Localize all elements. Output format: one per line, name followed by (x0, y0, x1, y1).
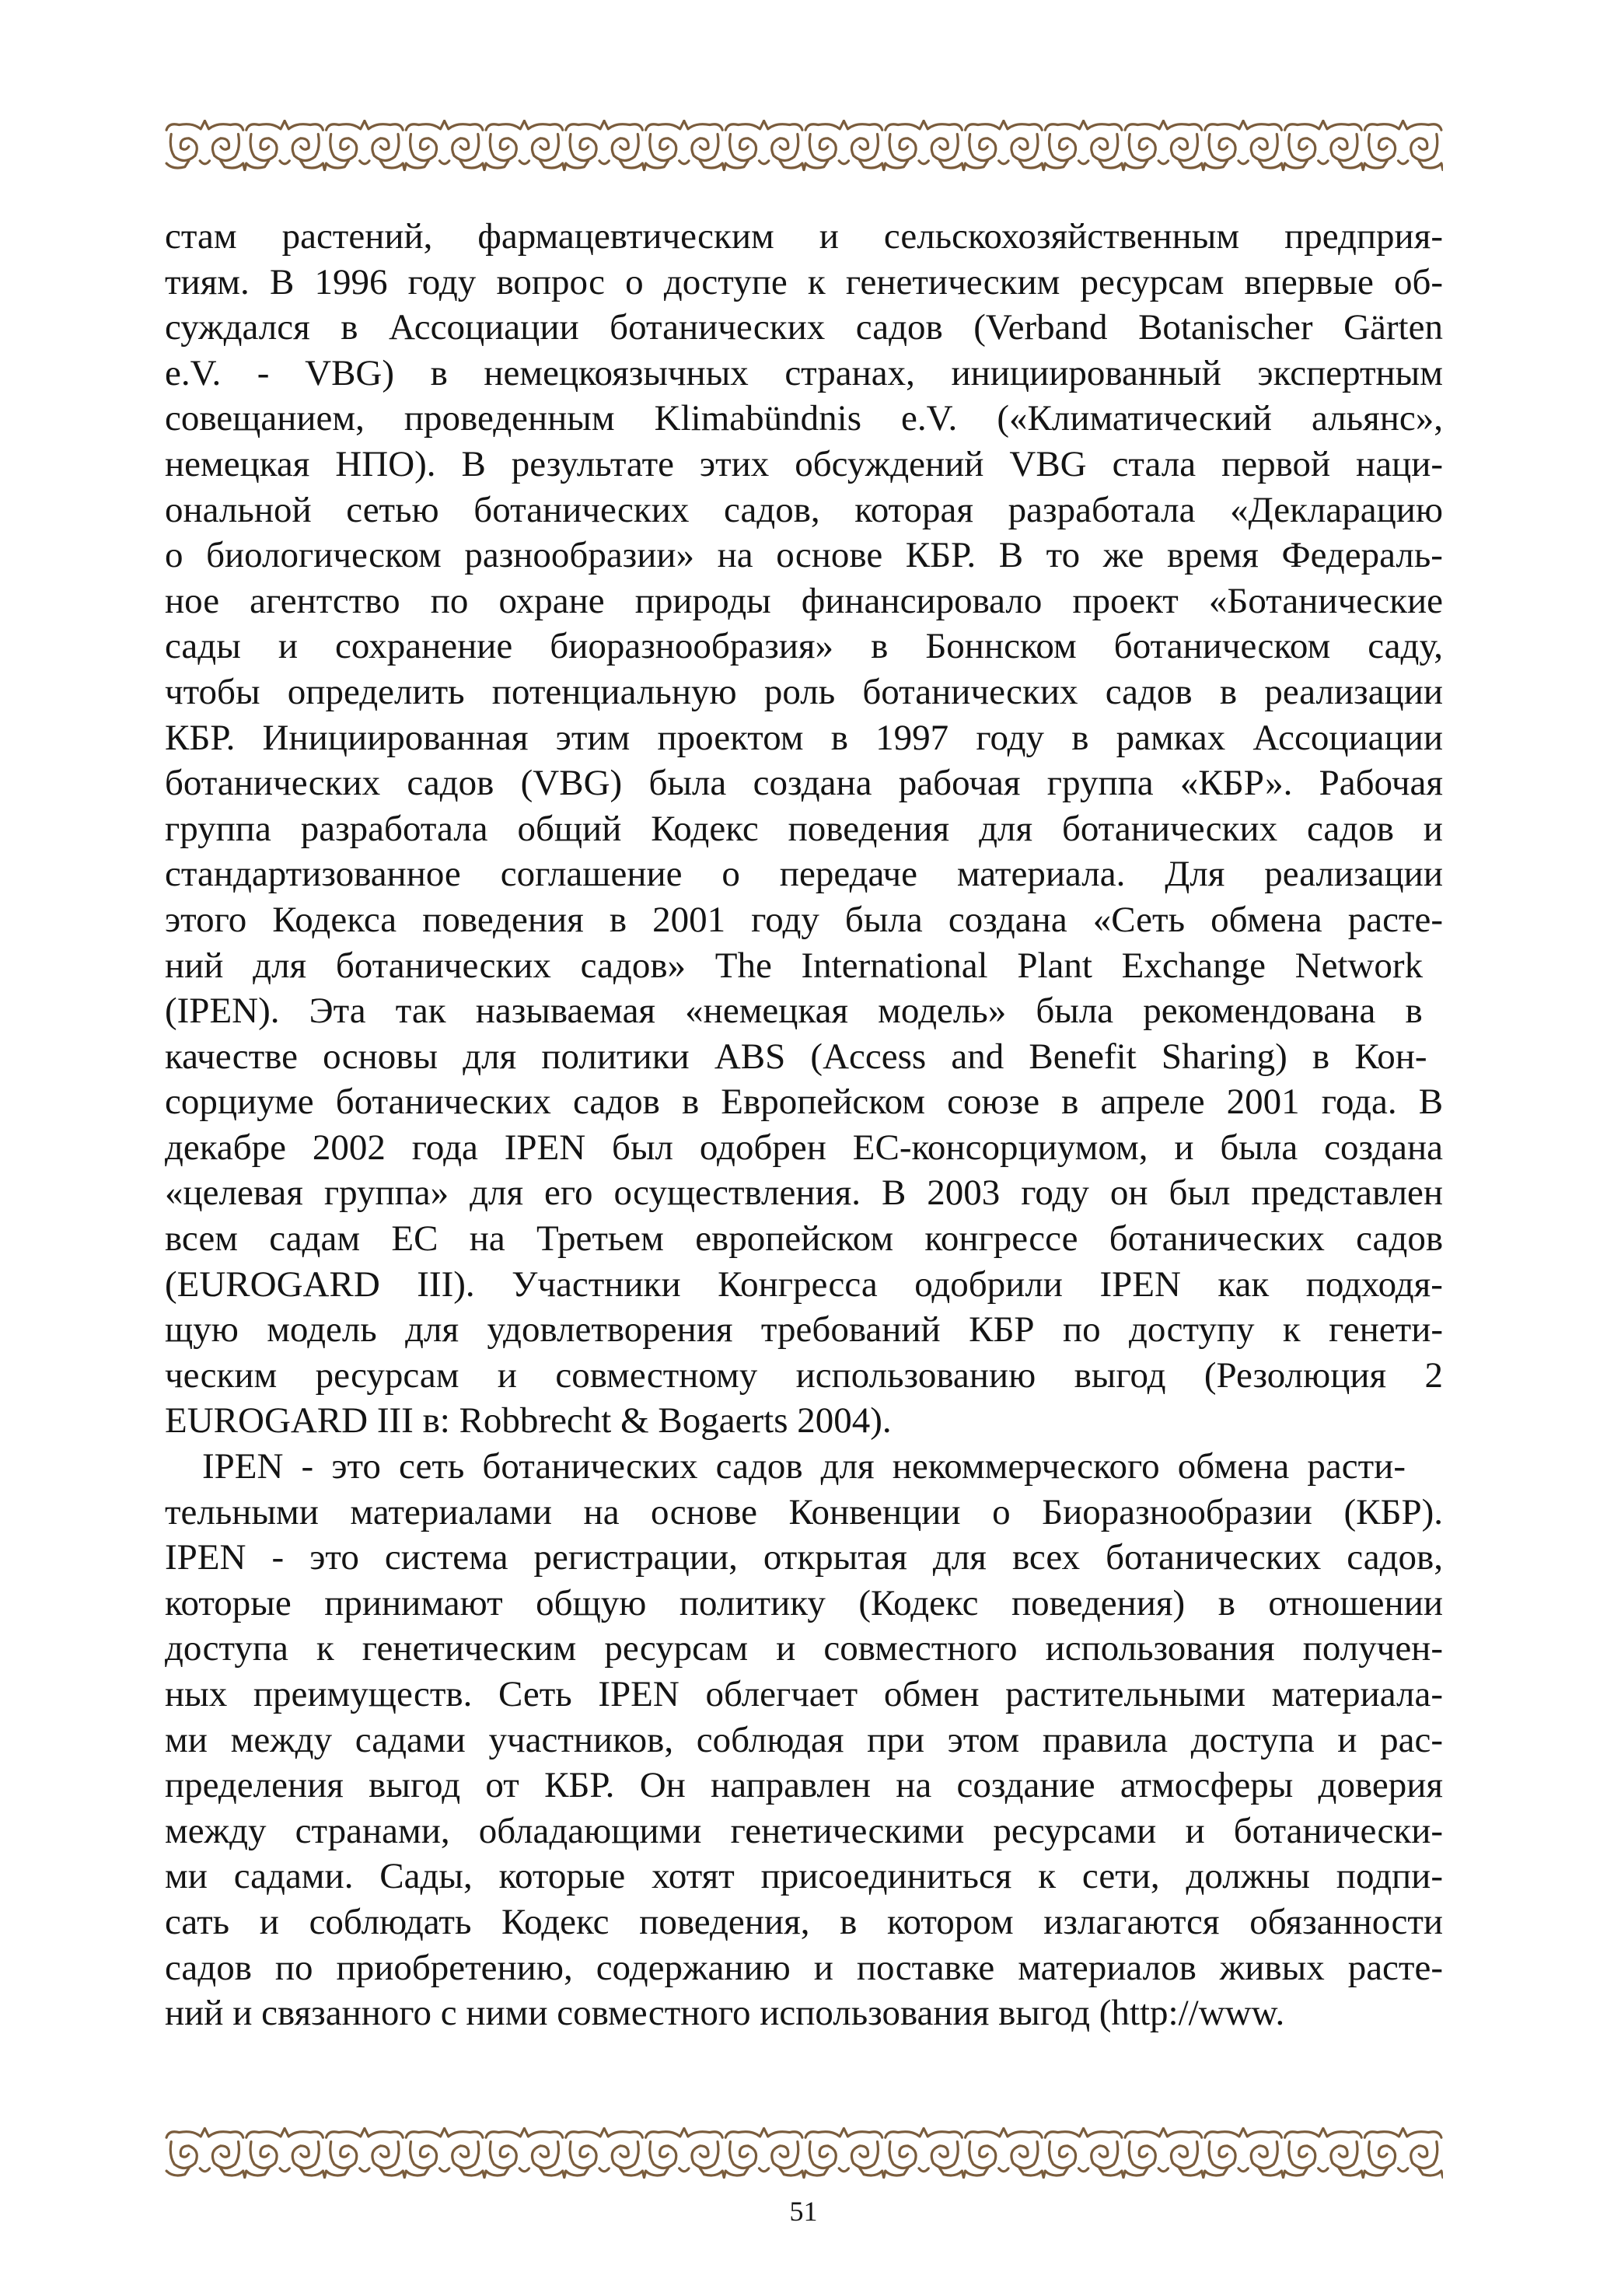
text-line-content: суждался в Ассоциации ботанических садов (Verband Botanischer Gärten (165, 307, 1443, 348)
page-number: 51 (789, 2196, 818, 2227)
text-line (165, 351, 1443, 397)
bottom-ornament-band (165, 2127, 1443, 2179)
paragraph (165, 1444, 1443, 2036)
text-line (165, 1034, 1443, 1080)
text-line (165, 396, 1443, 442)
text-line-content: сады и сохранение биоразнообразия» в Боннском ботаническом саду, (165, 626, 1443, 667)
text-line-content: доступа к генетическим ресурсам и совместного использования получен- (165, 1628, 1443, 1669)
text-line (165, 1854, 1443, 1899)
text-line (165, 1353, 1443, 1399)
text-line-content: IPEN - это система регистрации, открытая для всех ботанических садов, (165, 1537, 1443, 1578)
scroll-ornament-icon (165, 2127, 1443, 2179)
text-line (165, 1990, 1443, 2036)
text-line (165, 305, 1443, 351)
text-line-content: садов по приобретению, содержанию и поставке материалов живых расте- (165, 1947, 1443, 1988)
text-line-content: этого Кодекса поведения в 2001 году была создана «Сеть обмена расте- (165, 899, 1444, 940)
text-line-content: (IPEN). Эта так называемая «немецкая модель» была рекомендована в (165, 991, 1423, 1032)
text-line-content: сорциуме ботанических садов в Европейском союзе в апреле 2001 года. В (165, 1082, 1444, 1123)
text-line (165, 1535, 1443, 1581)
paragraph (165, 214, 1443, 1444)
text-line-content: ний для ботанических садов» The International Plant Exchange Network (165, 945, 1424, 986)
text-line-content: тиям. В 1996 году вопрос о доступе к генетическим ресурсам впервые об- (165, 261, 1444, 302)
text-line-content: между странами, обладающими генетическими ресурсами и ботанически- (165, 1810, 1443, 1851)
text-line-content: (EUROGARD III). Участники Конгресса одобрили IPEN как подходя- (165, 1263, 1443, 1305)
text-line (165, 715, 1443, 761)
text-line (165, 1444, 1443, 1490)
text-line (165, 1125, 1443, 1171)
text-line-content: совещанием, проведенным Klimabündnis e.V. («Климатический альянс», (165, 398, 1444, 439)
text-line (165, 760, 1443, 806)
text-line-content: ми между садами участников, соблюдая при этом правила доступа и рас- (165, 1719, 1444, 1760)
text-line-content: стам растений, фармацевтическим и сельскохозяйственным предприя- (165, 216, 1443, 257)
text-line (165, 1262, 1443, 1308)
text-line (165, 897, 1443, 943)
text-line (165, 851, 1443, 897)
text-line (165, 1626, 1443, 1672)
text-line-content: пределения выгод от КБР. Он направлен на создание атмосферы доверия (165, 1765, 1443, 1806)
text-line (165, 624, 1443, 669)
text-line-content: ческим ресурсам и совместному использованию выгод (Резолюция 2 (165, 1354, 1444, 1396)
text-line (165, 1945, 1443, 1991)
text-line (165, 1216, 1443, 1262)
text-line-content: e.V. - VBG) в немецкоязычных странах, инициированный экспертным (165, 352, 1444, 393)
text-line (165, 1763, 1443, 1808)
text-line-content: щую модель для удовлетворения требований КБР по доступу к генети- (165, 1309, 1444, 1351)
text-line (165, 806, 1443, 852)
text-line (165, 1581, 1443, 1627)
text-line (165, 1899, 1443, 1945)
text-line (165, 943, 1443, 989)
text-line-content: IPEN - это сеть ботанических садов для некоммерческого обмена расти- (202, 1446, 1406, 1487)
text-line-content: стандартизованное соглашение о передаче материала. Для реализации (165, 854, 1443, 895)
text-line (165, 533, 1443, 578)
text-line-content: декабре 2002 года IPEN был одобрен ЕС-консорциумом, и была создана (165, 1127, 1443, 1168)
text-line-content: качестве основы для политики ABS (Access and Benefit Sharing) в Кон- (165, 1036, 1427, 1077)
top-ornament-band (165, 120, 1443, 171)
text-line (165, 1307, 1443, 1353)
text-line-content: группа разработала общий Кодекс поведения для ботанических садов и (165, 808, 1443, 849)
text-line-content: ных преимуществ. Сеть IPEN облегчает обмен растительными материала- (165, 1674, 1444, 1714)
text-line (165, 1808, 1443, 1854)
text-line-content: КБР. Инициированная этим проектом в 1997 году в рамках Ассоциации (165, 717, 1443, 758)
text-line-content: ное агентство по охране природы финансировало проект «Ботанические (165, 580, 1443, 621)
text-line (165, 488, 1443, 533)
text-line-content: о биологическом разнообразии» на основе КБР. В то же время Федераль- (165, 535, 1443, 576)
text-line (165, 1672, 1443, 1718)
text-line-content: чтобы определить потенциальную роль ботанических садов в реализации (165, 671, 1444, 712)
text-line-content: сать и соблюдать Кодекс поведения, в котором излагаются обязанности (165, 1901, 1444, 1942)
text-line (165, 442, 1443, 488)
text-line (165, 1398, 1443, 1444)
text-line-content: ональной сетью ботанических садов, которая разработала «Декларацию (165, 489, 1444, 530)
text-line (165, 1718, 1443, 1763)
scroll-ornament-icon (165, 120, 1443, 171)
body-text (165, 214, 1443, 2036)
text-line (165, 260, 1443, 306)
text-line-content: «целевая группа» для его осуществления. В 2003 году он был представлен (165, 1172, 1444, 1214)
text-line (165, 1170, 1443, 1216)
text-line-content: ми садами. Сады, которые хотят присоединиться к сети, должны подпи- (165, 1856, 1443, 1897)
text-line (165, 214, 1443, 260)
text-line-content: которые принимают общую политику (Кодекс поведения) в отношении (165, 1582, 1444, 1623)
text-line (165, 1490, 1443, 1536)
text-line (165, 988, 1443, 1034)
text-line (165, 1079, 1443, 1125)
text-line-content: тельными материалами на основе Конвенции о Биоразнообразии (КБР). (165, 1491, 1443, 1532)
text-line-content: ний и связанного с ними совместного использования выгод (http://www. (165, 1993, 1285, 2034)
text-line-content: ботанических садов (VBG) была создана рабочая группа «КБР». Рабочая (165, 763, 1443, 804)
text-line-content: EUROGARD III в: Robbrecht & Bogaerts 2004). (165, 1400, 892, 1442)
text-line (165, 669, 1443, 715)
text-line-content: всем садам ЕС на Третьем европейском конгрессе ботанических садов (165, 1218, 1444, 1260)
text-line (165, 578, 1443, 624)
text-line-content: немецкая НПО). В результате этих обсуждений VBG стала первой нaци- (165, 443, 1444, 484)
